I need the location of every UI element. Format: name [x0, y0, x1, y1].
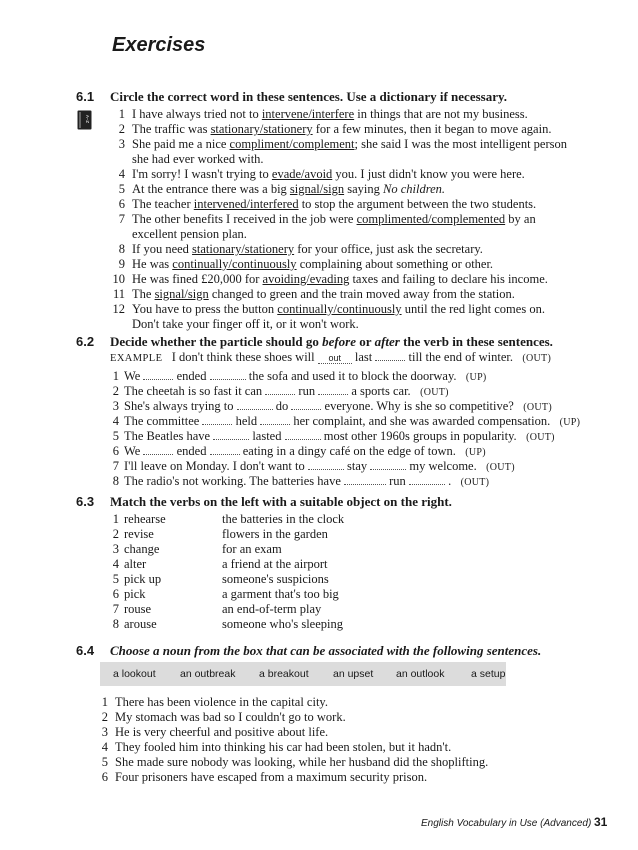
particle-tag: (UP)	[465, 372, 487, 383]
item-number: 4	[101, 740, 108, 754]
item-number: 6	[112, 444, 119, 458]
footer-book-title: English Vocabulary in Use (Advanced)	[421, 818, 592, 829]
sentence-line: The radio's not working. The batteries have run . (OUT)	[124, 474, 490, 488]
item-number: 4	[118, 167, 125, 181]
item-number: 1	[118, 107, 125, 121]
box-word: a lookout	[113, 668, 156, 680]
item-number: 5	[112, 429, 119, 443]
word-choice[interactable]: complimented/complemented	[356, 212, 506, 226]
particle-tag: (OUT)	[420, 387, 449, 398]
particle-tag: (OUT)	[523, 402, 552, 413]
sentence-line: She paid me a nice compliment/complement; she said I was the most intelligent person	[132, 137, 567, 151]
word-choice[interactable]: compliment/complement	[229, 137, 355, 151]
item-number: 2	[101, 710, 108, 724]
item-number: 8	[112, 617, 119, 631]
answer-gap[interactable]	[260, 415, 290, 425]
object: for an exam	[222, 542, 282, 556]
sentence-line: I'm sorry! I wasn't trying to evade/avoid you. I just didn't know you were here.	[132, 167, 525, 181]
item-number: 8	[118, 242, 125, 256]
answer-gap[interactable]	[143, 445, 173, 455]
sentence-line: excellent pension plan.	[132, 227, 247, 241]
sentence-line: The traffic was stationary/stationery for a few minutes, then it began to move again.	[132, 122, 552, 136]
item-number: 1	[112, 512, 119, 526]
box-word: a setup	[471, 668, 506, 680]
section-6-1-number: 6.1	[76, 89, 95, 104]
word-choice[interactable]: stationary/stationery	[210, 122, 313, 136]
object: a garment that's too big	[222, 587, 339, 601]
word-choice[interactable]: signal/sign	[289, 182, 345, 196]
item-number: 5	[118, 182, 125, 196]
sentence-line: There has been violence in the capital city.	[115, 695, 328, 709]
section-6-4-instruction: Choose a noun from the box that can be associated with the following sentences.	[110, 643, 542, 658]
sentence-line: The committee held her complaint, and she was awarded compensation. (UP)	[124, 414, 581, 428]
answer-gap[interactable]	[318, 385, 348, 395]
sentence-line: My stomach was bad so I couldn't go to work.	[115, 710, 346, 724]
answer-gap[interactable]	[143, 370, 173, 380]
sentence-line: We ended the sofa and used it to block the doorway. (UP)	[124, 369, 487, 383]
verb: rehearse	[124, 512, 166, 526]
verb: pick up	[124, 572, 162, 586]
verb: change	[124, 542, 160, 556]
item-number: 2	[112, 384, 119, 398]
page-number: 31	[594, 815, 608, 829]
word-choice[interactable]: continually/continuously	[172, 257, 297, 271]
example-sentence: EXAMPLE I don't think these shoes will out last till the end of winter. (OUT)	[110, 350, 552, 364]
answer-gap[interactable]	[308, 460, 344, 470]
answer-gap[interactable]	[210, 445, 240, 455]
answer-gap[interactable]	[213, 430, 249, 440]
sentence-line: He is very cheerful and positive about life.	[115, 725, 329, 739]
section-6-1-instruction: Circle the correct word in these sentences. Use a dictionary if necessary.	[110, 89, 508, 104]
box-word: a breakout	[259, 668, 309, 680]
sentence-line: They fooled him into thinking his car had been stolen, but it hadn't.	[115, 740, 452, 754]
item-number: 3	[118, 137, 125, 151]
verb: rouse	[124, 602, 152, 616]
sentence-line: Four prisoners have escaped from a maximum security prison.	[115, 770, 428, 784]
section-6-4-number: 6.4	[76, 643, 95, 658]
item-number: 7	[112, 459, 119, 473]
item-number: 2	[112, 527, 119, 541]
example-gap: out	[318, 354, 352, 364]
word-choice[interactable]: stationary/stationery	[192, 242, 295, 256]
object: a friend at the airport	[222, 557, 328, 571]
answer-gap[interactable]	[237, 400, 273, 410]
section-6-2-instruction: Decide whether the particle should go before or after the verb in these sentences.	[110, 334, 553, 349]
item-number: 4	[112, 414, 119, 428]
object: someone who's sleeping	[222, 617, 343, 631]
particle-tag: (UP)	[559, 417, 581, 428]
verb: arouse	[124, 617, 157, 631]
sentence-line: I have always tried not to intervene/interfere in things that are not my business.	[132, 107, 528, 121]
verb: pick	[124, 587, 146, 601]
item-number: 1	[112, 369, 119, 383]
page-title: Exercises	[112, 34, 206, 56]
word-choice[interactable]: intervened/interfered	[193, 197, 299, 211]
word-choice[interactable]: evade/avoid	[271, 167, 333, 181]
item-number: 3	[112, 399, 119, 413]
answer-gap[interactable]	[291, 400, 321, 410]
item-number: 5	[101, 755, 108, 769]
dictionary-icon-label: A–Z	[85, 114, 90, 124]
item-number: 1	[101, 695, 108, 709]
item-number: 6	[101, 770, 108, 784]
sentence-line: she had ever worked with.	[132, 152, 264, 166]
word-choice[interactable]: signal/sign	[154, 287, 209, 301]
answer-gap[interactable]	[202, 415, 232, 425]
item-number: 8	[112, 474, 119, 488]
particle-tag: (OUT)	[460, 477, 490, 488]
verb: revise	[124, 527, 154, 541]
answer-gap[interactable]	[210, 370, 246, 380]
section-6-2-number: 6.2	[76, 334, 95, 349]
particle-tag: (UP)	[465, 447, 486, 458]
sentence-line: Don't take your finger off it, or it won't work.	[132, 317, 359, 331]
section-6-3-number: 6.3	[76, 494, 95, 509]
item-number: 4	[112, 557, 119, 571]
word-choice[interactable]: continually/continuously	[277, 302, 402, 316]
object: someone's suspicions	[222, 572, 329, 586]
item-number: 2	[118, 122, 125, 136]
answer-gap[interactable]	[265, 385, 295, 395]
sentence-line: She's always trying to do everyone. Why is she so competitive? (OUT)	[124, 399, 552, 413]
answer-gap[interactable]	[285, 430, 321, 440]
box-word: an outbreak	[180, 668, 236, 680]
item-number: 9	[118, 257, 125, 271]
item-number: 3	[112, 542, 119, 556]
object: an end-of-term play	[222, 602, 322, 616]
word-choice[interactable]: intervene/interfere	[261, 107, 355, 121]
sentence-line: I'll leave on Monday. I don't want to stay my welcome. (OUT)	[124, 459, 515, 473]
particle-tag: (OUT)	[526, 432, 555, 443]
box-word: an upset	[333, 668, 374, 680]
item-number: 5	[112, 572, 119, 586]
sentence-line: The signal/sign changed to green and the train moved away from the station.	[132, 287, 515, 301]
item-number: 7	[118, 212, 125, 226]
sentence-line: The other benefits I received in the job were complimented/complemented by an	[132, 212, 536, 226]
sentence-line: The teacher intervened/interfered to stop the argument between the two students.	[132, 197, 537, 211]
sentence-line: The Beatles have lasted most other 1960s groups in popularity. (OUT)	[124, 429, 555, 443]
object: the batteries in the clock	[222, 512, 345, 526]
dictionary-icon	[77, 110, 92, 130]
item-number: 3	[101, 725, 108, 739]
item-number: 6	[118, 197, 125, 211]
sentence-line: She made sure nobody was looking, while her husband did the shoplifting.	[115, 755, 489, 769]
answer-gap[interactable]	[370, 460, 406, 470]
verb: alter	[124, 557, 147, 571]
sentence-line: He was continually/continuously complaining about something or other.	[132, 257, 494, 271]
item-number: 7	[112, 602, 119, 616]
item-number: 6	[112, 587, 119, 601]
item-number: 10	[112, 272, 125, 286]
answer-gap[interactable]	[344, 475, 386, 485]
sentence-line: We ended eating in a dingy café on the edge of town. (UP)	[124, 444, 486, 458]
noun-box	[100, 662, 506, 686]
particle-tag: (OUT)	[486, 462, 515, 473]
word-choice[interactable]: avoiding/evading	[262, 272, 350, 286]
item-number: 11	[112, 287, 125, 301]
item-number: 12	[112, 302, 125, 316]
sentence-line: He was fined £20,000 for avoiding/evading taxes and failing to declare his income.	[132, 272, 548, 286]
section-6-3-instruction: Match the verbs on the left with a suitable object on the right.	[110, 494, 452, 509]
sentence-line: At the entrance there was a big signal/sign saying No children.	[132, 182, 446, 196]
box-word: an outlook	[396, 668, 445, 680]
object: flowers in the garden	[222, 527, 328, 541]
sentence-line: If you need stationary/stationery for your office, just ask the secretary.	[132, 242, 483, 256]
sentence-line: The cheetah is so fast it can run a sports car. (OUT)	[124, 384, 449, 398]
answer-gap[interactable]	[409, 475, 445, 485]
sentence-line: You have to press the button continually/continuously until the red light comes on.	[132, 302, 545, 316]
